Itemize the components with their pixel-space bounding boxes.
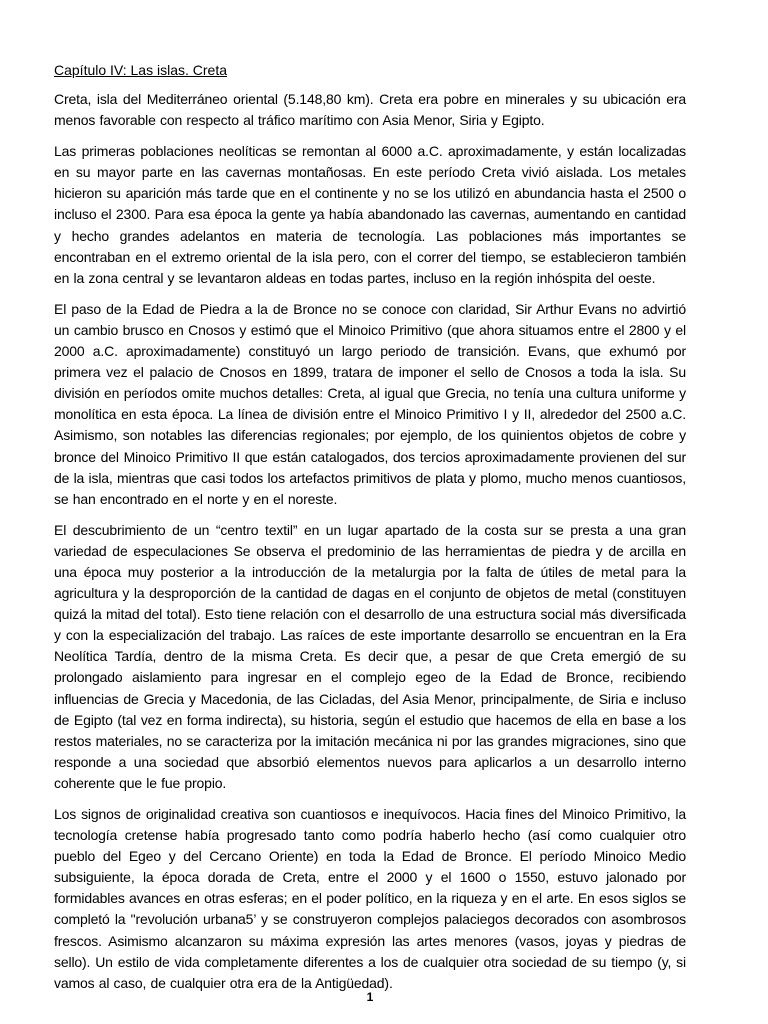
paragraph-2: Las primeras poblaciones neolíticas se remontan al 6000 a.C. aproximadamente, y están localizadas en su mayor parte en las cavernas montañosas. En este período Creta vivió aislada. Los metales hicieron su aparición más tarde que en el continente y no se los utilizó en abundancia hasta el 2500 o incluso el 2300. Para esa época la gente ya había abandonado las cavernas, aumentando en cantidad y hecho grandes adelantos en materia de tecnología. Las poblaciones más importantes se encontraban en el extremo oriental de la isla pero, con el correr del tiempo, se establecieron también en la zona central y se levantaron aldeas en todas partes, incluso en la región inhóspita del oeste. <box>54 143 686 286</box>
paragraph-4: El descubrimiento de un “centro textil” en un lugar apartado de la costa sur se presta a una gran variedad de especulaciones Se observa el predominio de las herramientas de piedra y de arcilla en una época muy posterior a la introducción de la metalurgia por la falta de útiles de metal para la agricultura y la desproporción de la cantidad de dagas en el conjunto de objetos de metal (constituyen quizá la mitad del total). Esto tiene relación con el desarrollo de una estructura social más diversificada y con la especialización del trabajo. Las raíces de este importante desarrollo se encuentran en la Era Neolítica Tardía, dentro de la misma Creta. Es decir que, a pesar de que Creta emergió de su prolongado aislamiento para ingresar en el complejo egeo de la Edad de Bronce, recibiendo influencias de Grecia y Macedonia, de las Cicladas, del Asia Menor, principalmente, de Siria e incluso de Egipto (tal vez en forma indirecta), su historia, según el estudio que hacemos de ella en base a los restos materiales, no se caracteriza por la imitación mecánica ni por las grandes migraciones, sino que responde a una sociedad que absorbió elementos nuevos para aplicarlos a un desarrollo interno coherente que le fue propio. <box>54 521 686 791</box>
paragraph-1: Creta, isla del Mediterráneo oriental (5.148,80 km). Creta era pobre en minerales y su ubicación era menos favorable con respecto al tráfico marítimo con Asia Menor, Siria y Egipto. <box>54 91 686 129</box>
paragraph-5: Los signos de originalidad creativa son cuantiosos e inequívocos. Hacia fines del Minoico Primitivo, la tecnología cretense había progresado tanto como podría haberlo hecho (así como cualquier otro pueblo del Egeo y del Cercano Oriente) en toda la Edad de Bronce. El período Minoico Medio subsiguiente, la época dorada de Creta, entre el 2000 y el 1600 o 1550, estuvo jalonado por formidables avances en otras esferas; en el poder político, en la riqueza y en el arte. En esos siglos se completó la "revolución urbana5’ y se construyeron complejos palaciegos decorados con asombrosos frescos. Asimismo alcanzaron su máxima expresión las artes menores (vasos, joyas y piedras de sello). Un estilo de vida completamente diferentes a los de cualquier otra sociedad de su tiempo (y, si vamos al caso, de cualquier otra era de la Antigüedad). <box>54 806 686 991</box>
paragraph-3: El paso de la Edad de Piedra a la de Bronce no se conoce con claridad, Sir Arthur Evans no advirtió un cambio brusco en Cnosos y estimó que el Minoico Primitivo (que ahora situamos entre el 2800 y el 2000 a.C. aproximadamente) constituyó un largo periodo de transición. Evans, que exhumó por primera vez el palacio de Cnosos en 1899, tratara de imponer el sello de Cnosos a toda la isla. Su división en períodos omite muchos detalles: Creta, al igual que Grecia, no tenía una cultura uniforme y monolítica en esta época. La línea de división entre el Minoico Primitivo I y II, alrededor del 2500 a.C. Asimismo, son notables las diferencias regionales; por ejemplo, de los quinientos objetos de cobre y bronce del Minoico Primitivo II que están catalogados, dos tercios aproximadamente provienen del sur de la isla, mientras que casi todos los artefactos primitivos de plata y plomo, mucho menos cuantiosos, se han encontrado en el norte y en el noreste. <box>54 300 686 507</box>
page-number: 1 <box>366 990 374 1004</box>
document-page <box>54 60 686 1004</box>
chapter-title: Capítulo IV: Las islas. Creta <box>54 62 228 78</box>
